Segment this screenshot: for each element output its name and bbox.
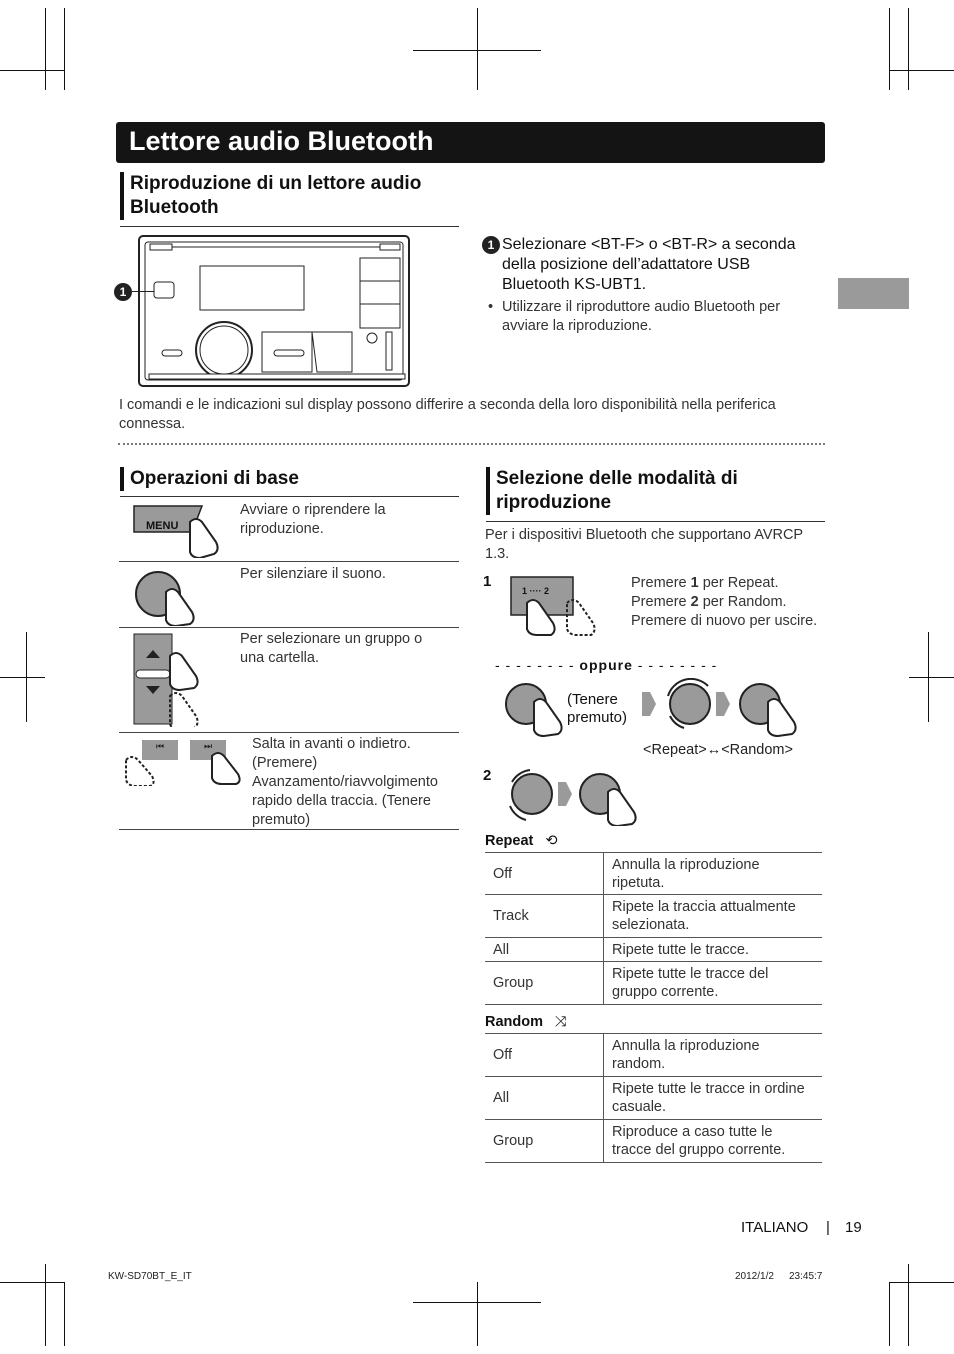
table-row xyxy=(485,1077,822,1120)
section-heading-play-mode: Selezione delle modalità di riproduzione xyxy=(486,467,816,515)
table-key: Off xyxy=(485,853,604,895)
table-value: Riproduce a caso tutte le tracce del gruppo corrente. xyxy=(604,1120,823,1163)
crop-mark xyxy=(889,1282,954,1283)
note-text: I comandi e le indicazioni sul display possono differire a seconda della loro disponibilità nella periferica connessa. xyxy=(119,397,776,432)
crop-mark xyxy=(889,70,954,71)
op-row-2-text: Per silenziare il suono. xyxy=(240,566,386,582)
callout-1: 1 xyxy=(114,283,132,301)
hold-label: (Tenere premuto) xyxy=(567,691,628,726)
step-2-number: 2 xyxy=(483,767,492,784)
table-value: Ripete tutte le tracce in ordine casuale. xyxy=(604,1077,823,1120)
crop-mark xyxy=(889,8,890,90)
op-row-rule xyxy=(119,561,459,562)
table-key: All xyxy=(485,938,604,962)
op-row-3-text: Per selezionare un gruppo o una cartella. xyxy=(240,631,423,666)
section-rule xyxy=(120,226,459,227)
random-table-label xyxy=(485,1014,567,1030)
skip-buttons-illustration xyxy=(120,736,250,786)
print-time: 23:45:7 xyxy=(789,1271,823,1282)
table-row xyxy=(485,853,822,895)
bullet-dot: • xyxy=(488,299,494,315)
step-1-number: 1 xyxy=(483,573,492,590)
repeat-icon: ⟲ xyxy=(545,833,558,849)
crop-mark xyxy=(26,632,27,722)
svg-text:⏮: ⏮ xyxy=(155,742,165,752)
hold-knob-sequence-illustration xyxy=(500,678,810,740)
step-1-text-b: per Repeat. xyxy=(698,575,779,591)
step-1-text-d: per Random. xyxy=(698,594,787,610)
table-key: All xyxy=(485,1077,604,1120)
menu-label: MENU xyxy=(146,520,179,532)
key-1: 1 xyxy=(690,575,699,591)
crop-mark xyxy=(64,1282,65,1346)
bullet-text: Utilizzare il riproduttore audio Bluetooth per avviare la riproduzione. xyxy=(502,299,781,334)
section-heading-basic-ops: Operazioni di base xyxy=(120,467,299,491)
random-label: Random xyxy=(485,1014,543,1030)
op-row-4-text: Salta in avanti o indietro. (Premere) Avanzamento/riavvolgimento rapido della traccia. (Tenere premuto) xyxy=(252,736,438,828)
folder-updown-illustration xyxy=(130,632,210,727)
crop-mark xyxy=(0,1282,64,1283)
callout-line xyxy=(132,291,154,292)
keypad-label: 1 ···· 2 xyxy=(522,586,549,596)
crop-mark xyxy=(64,8,65,90)
step-1-text-c: Premere xyxy=(631,594,691,610)
crop-mark xyxy=(45,8,46,90)
crop-mark xyxy=(477,1282,478,1346)
crop-mark xyxy=(908,1264,909,1346)
table-key: Off xyxy=(485,1034,604,1077)
dotted-divider xyxy=(118,443,825,445)
crop-mark xyxy=(477,8,478,90)
table-value: Ripete la traccia attualmente selezionata. xyxy=(604,895,823,938)
keypad-illustration xyxy=(505,573,605,637)
op-row-1-text: Avviare o riprendere la riproduzione. xyxy=(240,502,386,537)
oppure-divider: - - - - - - - - oppure - - - - - - - - xyxy=(495,657,718,673)
table-row xyxy=(485,1034,822,1077)
table-row xyxy=(485,938,822,962)
section-rule xyxy=(120,496,459,497)
table-value: Ripete tutte le tracce del gruppo corrente. xyxy=(604,962,823,1005)
footer-separator: | xyxy=(826,1219,830,1236)
crop-mark xyxy=(889,1282,890,1346)
step-1-text: Selezionare <BT-F> o <BT-R> a seconda della posizione dell’adattatore USB Bluetooth KS-UBT1. xyxy=(502,236,796,293)
repeat-random-toggle: <Repeat>↔<Random> xyxy=(643,742,793,758)
table-row xyxy=(485,1120,822,1163)
repeat-label: Repeat xyxy=(485,833,534,849)
table-row xyxy=(485,895,822,938)
table-row xyxy=(485,962,822,1005)
page-title: Lettore audio Bluetooth xyxy=(129,126,434,156)
crop-mark xyxy=(0,677,45,678)
shuffle-icon: ⤨ xyxy=(555,1014,567,1030)
op-row-rule xyxy=(119,627,459,628)
page-number: 19 xyxy=(845,1219,862,1236)
step-1-text-a: Premere xyxy=(631,575,691,591)
rotate-press-illustration xyxy=(500,766,650,826)
crop-mark xyxy=(0,70,64,71)
car-stereo-illustration xyxy=(112,232,412,392)
section-heading-playback: Riproduzione di un lettore audio Bluetooth xyxy=(120,172,450,220)
table-value: Annulla la riproduzione random. xyxy=(604,1034,823,1077)
svg-text:⏭: ⏭ xyxy=(203,742,213,752)
step-1-instructions xyxy=(631,574,821,631)
table-key: Track xyxy=(485,895,604,938)
table-key: Group xyxy=(485,1120,604,1163)
oppure-label: oppure xyxy=(579,657,633,673)
key-2: 2 xyxy=(690,594,699,610)
crop-mark xyxy=(928,632,929,722)
crop-mark xyxy=(413,50,541,51)
print-date: 2012/1/2 xyxy=(735,1271,774,1282)
op-row-rule xyxy=(119,732,459,733)
random-table xyxy=(485,1033,822,1163)
doc-id: KW-SD70BT_E_IT xyxy=(108,1271,192,1282)
repeat-table xyxy=(485,852,822,1005)
knob-press-illustration xyxy=(130,566,210,626)
step-1-text-e: Premere di nuovo per uscire. xyxy=(631,613,818,629)
repeat-table-label xyxy=(485,833,558,849)
table-key: Group xyxy=(485,962,604,1005)
step-1-marker: 1 xyxy=(482,236,500,254)
play-mode-intro: Per i dispositivi Bluetooth che supportano AVRCP 1.3. xyxy=(485,527,803,562)
crop-mark xyxy=(45,1264,46,1346)
crop-mark xyxy=(909,677,954,678)
footer-language: ITALIANO xyxy=(741,1219,809,1236)
language-tab xyxy=(838,278,909,309)
section-rule xyxy=(486,521,825,522)
table-value: Annulla la riproduzione ripetuta. xyxy=(604,853,823,895)
op-row-rule xyxy=(119,829,459,830)
table-value: Ripete tutte le tracce. xyxy=(604,938,823,962)
page-title-bar xyxy=(116,122,825,163)
crop-mark xyxy=(908,8,909,90)
crop-mark xyxy=(413,1302,541,1303)
